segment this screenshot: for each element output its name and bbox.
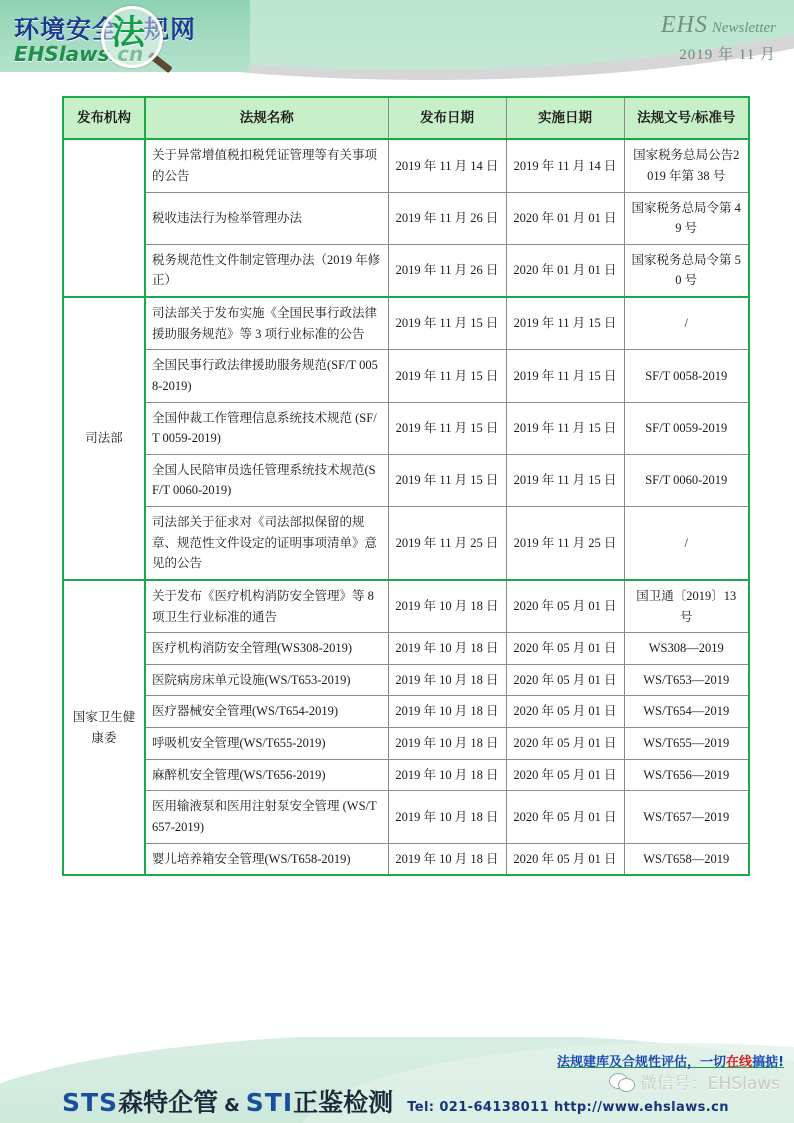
cell-publish-date: 2019 年 10 月 18 日 xyxy=(388,696,506,728)
cell-effective-date: 2020 年 01 月 01 日 xyxy=(506,244,624,297)
table-row xyxy=(63,350,749,402)
cell-document-number: / xyxy=(624,297,749,350)
logo-text-cn-head: 环境安全 xyxy=(14,15,119,44)
cell-publish-date: 2019 年 11 月 26 日 xyxy=(388,192,506,244)
cell-regulation-name: 税务规范性文件制定管理办法（2019 年修正） xyxy=(145,244,388,297)
table-row xyxy=(63,759,749,791)
brand-sti-name: 正鉴检测 xyxy=(293,1088,394,1117)
cell-regulation-name: 关于发布《医疗机构消防安全管理》等 8 项卫生行业标准的通告 xyxy=(145,580,388,633)
newsletter-issue-date: 2019 年 11 月 xyxy=(679,47,776,63)
cell-regulation-name: 医疗器械安全管理(WS/T654-2019) xyxy=(145,696,388,728)
cell-effective-date: 2020 年 05 月 01 日 xyxy=(506,696,624,728)
newsletter-title xyxy=(661,12,776,39)
cell-effective-date: 2020 年 05 月 01 日 xyxy=(506,759,624,791)
footer-slogan-pre: 法规建库及合规性评估，一切 xyxy=(557,1055,727,1070)
page-header xyxy=(0,0,794,92)
cell-document-number: WS/T655—2019 xyxy=(624,728,749,760)
table-body xyxy=(63,139,749,875)
cell-regulation-name: 关于异常增值税扣税凭证管理等有关事项的公告 xyxy=(145,139,388,192)
footer-slogan xyxy=(557,1051,784,1070)
logo-text-cn-tail: 规网 xyxy=(144,15,197,44)
regulations-table xyxy=(62,96,750,876)
cell-document-number: WS/T654—2019 xyxy=(624,696,749,728)
cell-effective-date: 2019 年 11 月 15 日 xyxy=(506,402,624,454)
cell-effective-date: 2019 年 11 月 14 日 xyxy=(506,139,624,192)
table-row xyxy=(63,244,749,297)
brand-sts-mark: STS xyxy=(62,1088,119,1117)
cell-agency: 国家卫生健康委 xyxy=(63,580,145,875)
table-row xyxy=(63,507,749,580)
cell-publish-date: 2019 年 11 月 15 日 xyxy=(388,297,506,350)
cell-effective-date: 2020 年 05 月 01 日 xyxy=(506,843,624,875)
logo-site-url: EHSlaws.cn xyxy=(14,42,144,66)
brand-sti-mark: STI xyxy=(245,1088,294,1117)
cell-publish-date: 2019 年 11 月 15 日 xyxy=(388,454,506,506)
cell-document-number: SF/T 0059-2019 xyxy=(624,402,749,454)
newsletter-title-ehs: EHS xyxy=(660,12,708,38)
newsletter-masthead xyxy=(661,12,776,64)
cell-publish-date: 2019 年 11 月 26 日 xyxy=(388,244,506,297)
cell-document-number: 国家税务总局公告2019 年第 38 号 xyxy=(624,139,749,192)
cell-agency xyxy=(63,139,145,297)
cell-regulation-name: 医院病房床单元设施(WS/T653-2019) xyxy=(145,664,388,696)
cell-document-number: WS/T653—2019 xyxy=(624,664,749,696)
cell-publish-date: 2019 年 11 月 25 日 xyxy=(388,507,506,580)
cell-regulation-name: 全国民事行政法律援助服务规范(SF/T 0058-2019) xyxy=(145,350,388,402)
newsletter-title-word: Newsletter xyxy=(711,20,776,36)
table-row xyxy=(63,192,749,244)
cell-effective-date: 2020 年 05 月 01 日 xyxy=(506,580,624,633)
footer-slogan-post: 搞掂! xyxy=(752,1055,784,1070)
cell-effective-date: 2019 年 11 月 15 日 xyxy=(506,297,624,350)
cell-effective-date: 2020 年 05 月 01 日 xyxy=(506,791,624,843)
table-head xyxy=(63,97,749,139)
cell-regulation-name: 呼吸机安全管理(WS/T655-2019) xyxy=(145,728,388,760)
cell-publish-date: 2019 年 11 月 14 日 xyxy=(388,139,506,192)
footer-contact-info: Tel: 021-64138011 http://www.ehslaws.cn xyxy=(407,1100,729,1115)
brand-sts-name: 森特企管 xyxy=(118,1088,219,1117)
cell-regulation-name: 司法部关于征求对《司法部拟保留的规章、规范性文件设定的证明事项清单》意见的公告 xyxy=(145,507,388,580)
table-row xyxy=(63,139,749,192)
cell-publish-date: 2019 年 11 月 15 日 xyxy=(388,350,506,402)
cell-effective-date: 2020 年 01 月 01 日 xyxy=(506,192,624,244)
cell-regulation-name: 医用输液泵和医用注射泵安全管理 (WS/T657-2019) xyxy=(145,791,388,843)
cell-effective-date: 2020 年 05 月 01 日 xyxy=(506,664,624,696)
cell-regulation-name: 税收违法行为检举管理办法 xyxy=(145,192,388,244)
page-footer xyxy=(0,1037,794,1123)
cell-document-number: 国卫通〔2019〕13 号 xyxy=(624,580,749,633)
regulations-table-wrapper xyxy=(62,96,748,876)
cell-effective-date: 2020 年 05 月 01 日 xyxy=(506,728,624,760)
footer-wechat-label: 微信号：EHSlaws xyxy=(639,1074,780,1094)
footer-slogan-highlight: 在线 xyxy=(726,1055,753,1070)
column-header-publish: 发布日期 xyxy=(388,97,506,139)
cell-document-number: SF/T 0058-2019 xyxy=(624,350,749,402)
cell-document-number: WS/T657—2019 xyxy=(624,791,749,843)
cell-document-number: / xyxy=(624,507,749,580)
cell-effective-date: 2020 年 05 月 01 日 xyxy=(506,633,624,665)
cell-document-number: 国家税务总局令第 49 号 xyxy=(624,192,749,244)
cell-regulation-name: 司法部关于发布实施《全国民事行政法律援助服务规范》等 3 项行业标准的公告 xyxy=(145,297,388,350)
footer-company-brand xyxy=(62,1083,729,1119)
table-row xyxy=(63,454,749,506)
cell-agency: 司法部 xyxy=(63,297,145,580)
cell-publish-date: 2019 年 10 月 18 日 xyxy=(388,580,506,633)
cell-regulation-name: 全国仲裁工作管理信息系统技术规范 (SF/T 0059-2019) xyxy=(145,402,388,454)
site-logo[interactable] xyxy=(8,6,218,76)
table-row xyxy=(63,580,749,633)
cell-publish-date: 2019 年 10 月 18 日 xyxy=(388,664,506,696)
column-header-effective: 实施日期 xyxy=(506,97,624,139)
cell-publish-date: 2019 年 10 月 18 日 xyxy=(388,633,506,665)
table-row xyxy=(63,664,749,696)
logo-char-fa: 法 xyxy=(111,13,145,53)
table-row xyxy=(63,791,749,843)
table-row xyxy=(63,297,749,350)
cell-regulation-name: 全国人民陪审员选任管理系统技术规范(SF/T 0060-2019) xyxy=(145,454,388,506)
cell-regulation-name: 麻醉机安全管理(WS/T656-2019) xyxy=(145,759,388,791)
table-row xyxy=(63,696,749,728)
cell-publish-date: 2019 年 11 月 15 日 xyxy=(388,402,506,454)
cell-effective-date: 2019 年 11 月 25 日 xyxy=(506,507,624,580)
column-header-agency: 发布机构 xyxy=(63,97,145,139)
cell-publish-date: 2019 年 10 月 18 日 xyxy=(388,843,506,875)
brand-separator: & xyxy=(224,1095,240,1116)
table-row xyxy=(63,728,749,760)
table-row xyxy=(63,402,749,454)
table-header-row xyxy=(63,97,749,139)
cell-document-number: WS/T658—2019 xyxy=(624,843,749,875)
cell-publish-date: 2019 年 10 月 18 日 xyxy=(388,728,506,760)
cell-document-number: SF/T 0060-2019 xyxy=(624,454,749,506)
cell-regulation-name: 婴儿培养箱安全管理(WS/T658-2019) xyxy=(145,843,388,875)
cell-document-number: WS/T656—2019 xyxy=(624,759,749,791)
cell-publish-date: 2019 年 10 月 18 日 xyxy=(388,791,506,843)
cell-regulation-name: 医疗机构消防安全管理(WS308-2019) xyxy=(145,633,388,665)
cell-effective-date: 2019 年 11 月 15 日 xyxy=(506,454,624,506)
table-row xyxy=(63,633,749,665)
table-row xyxy=(63,843,749,875)
column-header-name: 法规名称 xyxy=(145,97,388,139)
cell-document-number: 国家税务总局令第 50 号 xyxy=(624,244,749,297)
column-header-docnum: 法规文号/标准号 xyxy=(624,97,749,139)
cell-document-number: WS308—2019 xyxy=(624,633,749,665)
cell-publish-date: 2019 年 10 月 18 日 xyxy=(388,759,506,791)
cell-effective-date: 2019 年 11 月 15 日 xyxy=(506,350,624,402)
